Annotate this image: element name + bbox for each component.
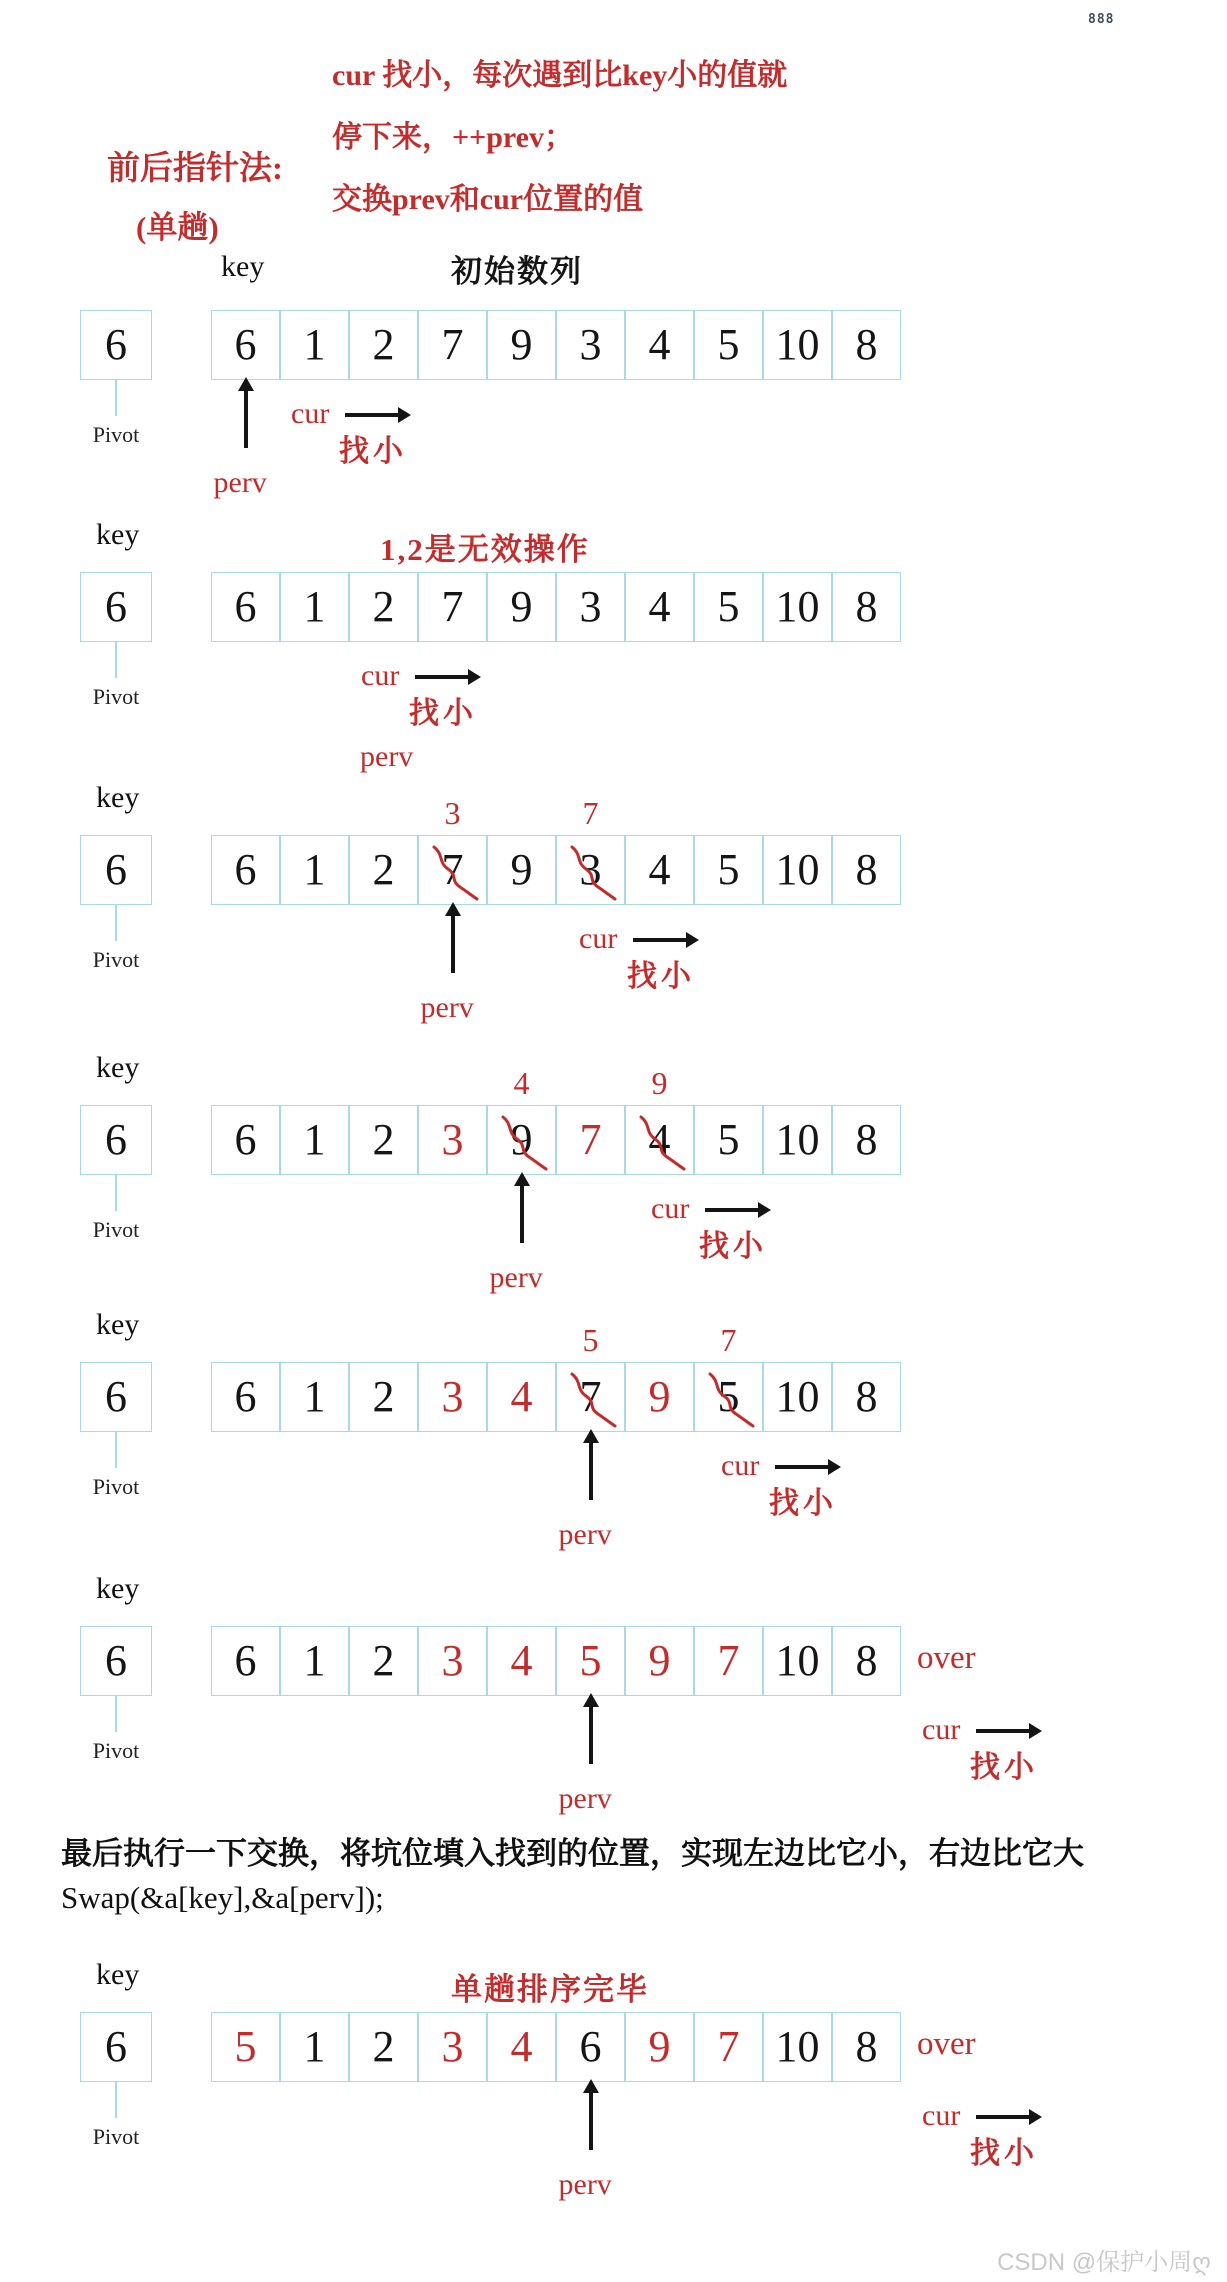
array-cell [487,1626,556,1696]
key-label: key [221,250,265,283]
red-number-above: 7 [720,1322,737,1358]
cell-value: 4 [510,2022,533,2071]
header-method-title: 前后指针法: [107,151,283,187]
key-label: key [96,1308,140,1341]
prev-up-arrow-icon [451,915,455,973]
cell-value: 3 [579,582,602,631]
cell-value: 10 [775,320,820,369]
prev-up-arrow-icon [589,2092,593,2150]
key-label: key [96,781,140,814]
cell-value: 2 [372,845,395,894]
cur-right-arrow-icon [633,938,687,942]
cell-value: 8 [855,1115,878,1164]
cell-value: 1 [303,845,326,894]
section-title: 初始数列 [451,254,583,289]
array-cell [280,572,349,642]
array-cell [556,1626,625,1696]
cell-value: 7 [441,845,464,894]
cur-right-arrow-icon [415,675,469,679]
cell-value: 7 [579,1372,602,1421]
array-cell [418,1362,487,1432]
array-cell [556,2012,625,2082]
pivot-connector-line [115,1432,117,1468]
header-note-line-2: 停下来，++prev； [332,121,574,154]
find-small-label: 找小 [627,960,695,993]
array-cell [625,2012,694,2082]
cell-value: 5 [234,2022,257,2071]
cell-value: 1 [303,320,326,369]
header-note-line-1: cur 找小，每次遇到比key小的值就 [332,59,788,92]
array-cell [487,310,556,380]
array-cell [349,310,418,380]
array-cell [349,1105,418,1175]
array-cell [694,2012,763,2082]
prev-label: perv [213,466,267,499]
array-cell [556,572,625,642]
cell-value: 9 [510,320,533,369]
cell-value: 3 [441,2022,464,2071]
find-small-label: 找小 [699,1230,767,1263]
cell-value: 9 [510,845,533,894]
array-cell [832,1626,901,1696]
array-cell [418,310,487,380]
array-cell [556,835,625,905]
array-cell [763,1362,832,1432]
cell-value: 9 [510,1115,533,1164]
array-cell [832,310,901,380]
array-cell [763,572,832,642]
cell-value: 4 [648,1115,671,1164]
cell-value: 6 [234,1115,257,1164]
cell-value: 6 [579,2022,602,2071]
array-cell [763,1626,832,1696]
cell-value: 9 [648,1636,671,1685]
array-cell [280,1362,349,1432]
cell-value: 2 [372,2022,395,2071]
cell-value: 9 [510,582,533,631]
array-cell [694,572,763,642]
find-small-label: 找小 [970,2137,1038,2170]
cell-value: 2 [372,582,395,631]
array-cell [418,1105,487,1175]
array-cell [625,1626,694,1696]
cell-value: 6 [234,320,257,369]
array-cell [349,1362,418,1432]
find-small-label: 找小 [769,1487,837,1520]
corner-mark: 888 [1088,12,1115,27]
key-label: key [96,1958,140,1991]
cell-value: 3 [579,845,602,894]
cur-label: cur [922,2099,961,2132]
array-cell [280,1626,349,1696]
array-cell [763,310,832,380]
array-cell [280,310,349,380]
array-cell [487,1105,556,1175]
array-cell [349,2012,418,2082]
footer-explanation: 最后执行一下交换，将坑位填入找到的位置，实现左边比它小，右边比它大 [61,1836,1084,1871]
array-cell [625,572,694,642]
array-cell [418,572,487,642]
prev-up-arrow-icon [589,1706,593,1764]
pivot-connector-line [115,905,117,941]
array-cell [694,835,763,905]
pivot-connector-line [115,380,117,416]
cell-value: 10 [775,1636,820,1685]
cur-right-arrow-icon [976,1729,1030,1733]
red-number-above: 5 [582,1322,599,1358]
cell-value: 8 [855,2022,878,2071]
pivot-value: 6 [105,845,127,894]
array-cell [694,1362,763,1432]
array-cell [211,1626,280,1696]
cell-value: 8 [855,1372,878,1421]
cur-right-arrow-icon [775,1465,829,1469]
pivot-connector-line [115,2082,117,2118]
cell-value: 1 [303,2022,326,2071]
header-method-subtitle: (单趟) [136,210,219,245]
cell-value: 10 [775,1372,820,1421]
pivot-box [80,572,152,642]
pivot-box [80,1105,152,1175]
array-cell [487,835,556,905]
cell-value: 6 [234,582,257,631]
cell-value: 5 [717,582,740,631]
key-label: key [96,1051,140,1084]
pivot-label: Pivot [92,422,140,447]
prev-label: perv [489,1261,543,1294]
footer-swap-code: Swap(&a[key],&a[perv]); [61,1880,384,1915]
prev-label: perv [558,2168,612,2201]
cell-value: 10 [775,845,820,894]
cell-value: 4 [648,582,671,631]
cell-value: 4 [510,1372,533,1421]
pivot-box [80,2012,152,2082]
prev-up-arrow-icon [589,1442,593,1500]
pivot-label: Pivot [92,947,140,972]
cell-value: 3 [441,1372,464,1421]
array-cell [280,1105,349,1175]
array-cell [694,310,763,380]
cell-value: 7 [717,2022,740,2071]
cur-label: cur [361,659,400,692]
pivot-label: Pivot [92,1217,140,1242]
cur-label: cur [579,922,618,955]
key-label: key [96,518,140,551]
cell-value: 4 [510,1636,533,1685]
cell-value: 4 [648,320,671,369]
prev-up-arrow-icon [520,1185,524,1243]
key-label: key [96,1572,140,1605]
cell-value: 10 [775,582,820,631]
pivot-box [80,1362,152,1432]
array-cell [832,572,901,642]
find-small-label: 找小 [339,435,407,468]
array-cell [694,1105,763,1175]
cell-value: 3 [441,1115,464,1164]
pivot-box [80,835,152,905]
over-label: over [917,2026,976,2062]
cell-value: 5 [717,320,740,369]
cur-label: cur [721,1449,760,1482]
cell-value: 6 [234,1636,257,1685]
array-cell [556,1362,625,1432]
array-cell [211,1362,280,1432]
array-cell [280,835,349,905]
prev-up-arrow-icon [244,390,248,448]
cell-value: 6 [234,845,257,894]
cell-value: 1 [303,1372,326,1421]
cur-label: cur [291,397,330,430]
array-cell [763,835,832,905]
array-cell [556,1105,625,1175]
pivot-box [80,1626,152,1696]
cell-value: 1 [303,1636,326,1685]
cell-value: 9 [648,1372,671,1421]
cell-value: 5 [579,1636,602,1685]
array-cell [349,835,418,905]
pivot-box [80,310,152,380]
cell-value: 1 [303,1115,326,1164]
red-number-above: 9 [651,1065,668,1101]
prev-label: perv [420,991,474,1024]
pivot-label: Pivot [92,2124,140,2149]
prev-label: perv [360,740,414,773]
cell-value: 5 [717,1372,740,1421]
array-cell [832,1362,901,1432]
array-cell [625,1105,694,1175]
pivot-label: Pivot [92,684,140,709]
pivot-connector-line [115,1175,117,1211]
pivot-value: 6 [105,1115,127,1164]
over-label: over [917,1640,976,1676]
cur-right-arrow-icon [976,2115,1030,2119]
array-cell [625,310,694,380]
cell-value: 2 [372,1372,395,1421]
array-cell [280,2012,349,2082]
array-cell [211,2012,280,2082]
cell-value: 5 [717,1115,740,1164]
find-small-label: 找小 [970,1751,1038,1784]
cell-value: 2 [372,1636,395,1685]
cell-value: 1 [303,582,326,631]
array-cell [832,1105,901,1175]
prev-label: perv [558,1782,612,1815]
cell-value: 7 [441,582,464,631]
pivot-connector-line [115,642,117,678]
cell-value: 10 [775,1115,820,1164]
pivot-value: 6 [105,1372,127,1421]
array-cell [625,1362,694,1432]
prev-label: perv [558,1518,612,1551]
array-cell [418,835,487,905]
cur-right-arrow-icon [345,413,399,417]
array-cell [487,2012,556,2082]
array-cell [763,1105,832,1175]
array-cell [211,1105,280,1175]
cur-label: cur [651,1192,690,1225]
array-cell [487,1362,556,1432]
red-number-above: 3 [444,795,461,831]
cell-value: 3 [441,1636,464,1685]
array-cell [694,1626,763,1696]
section-title: 单趟排序完毕 [451,1972,649,2007]
pivot-value: 6 [105,1636,127,1685]
array-cell [211,835,280,905]
array-cell [487,572,556,642]
header-note-line-3: 交换prev和cur位置的值 [332,183,644,216]
array-cell [832,2012,901,2082]
pivot-value: 6 [105,2022,127,2071]
pivot-label: Pivot [92,1738,140,1763]
cell-value: 7 [441,320,464,369]
cell-value: 2 [372,1115,395,1164]
array-cell [349,572,418,642]
array-cell [625,835,694,905]
array-cell [556,310,625,380]
cell-value: 10 [775,2022,820,2071]
cell-value: 8 [855,582,878,631]
cur-label: cur [922,1713,961,1746]
pivot-label: Pivot [92,1474,140,1499]
cell-value: 3 [579,320,602,369]
array-cell [349,1626,418,1696]
cell-value: 2 [372,320,395,369]
find-small-label: 找小 [409,697,477,730]
cell-value: 4 [648,845,671,894]
cell-value: 8 [855,1636,878,1685]
array-cell [418,1626,487,1696]
cell-value: 8 [855,320,878,369]
pivot-value: 6 [105,320,127,369]
red-number-above: 7 [582,795,599,831]
cell-value: 8 [855,845,878,894]
csdn-watermark: CSDN @保护小周ღ [997,2249,1211,2276]
array-cell [418,2012,487,2082]
section-title: 1,2是无效操作 [380,532,590,567]
red-number-above: 4 [513,1065,530,1101]
array-cell [211,310,280,380]
array-cell [763,2012,832,2082]
cell-value: 9 [648,2022,671,2071]
cell-value: 7 [717,1636,740,1685]
cell-value: 6 [234,1372,257,1421]
pivot-connector-line [115,1696,117,1732]
array-cell [211,572,280,642]
pivot-value: 6 [105,582,127,631]
cell-value: 5 [717,845,740,894]
array-cell [832,835,901,905]
cur-right-arrow-icon [705,1208,759,1212]
cell-value: 7 [579,1115,602,1164]
